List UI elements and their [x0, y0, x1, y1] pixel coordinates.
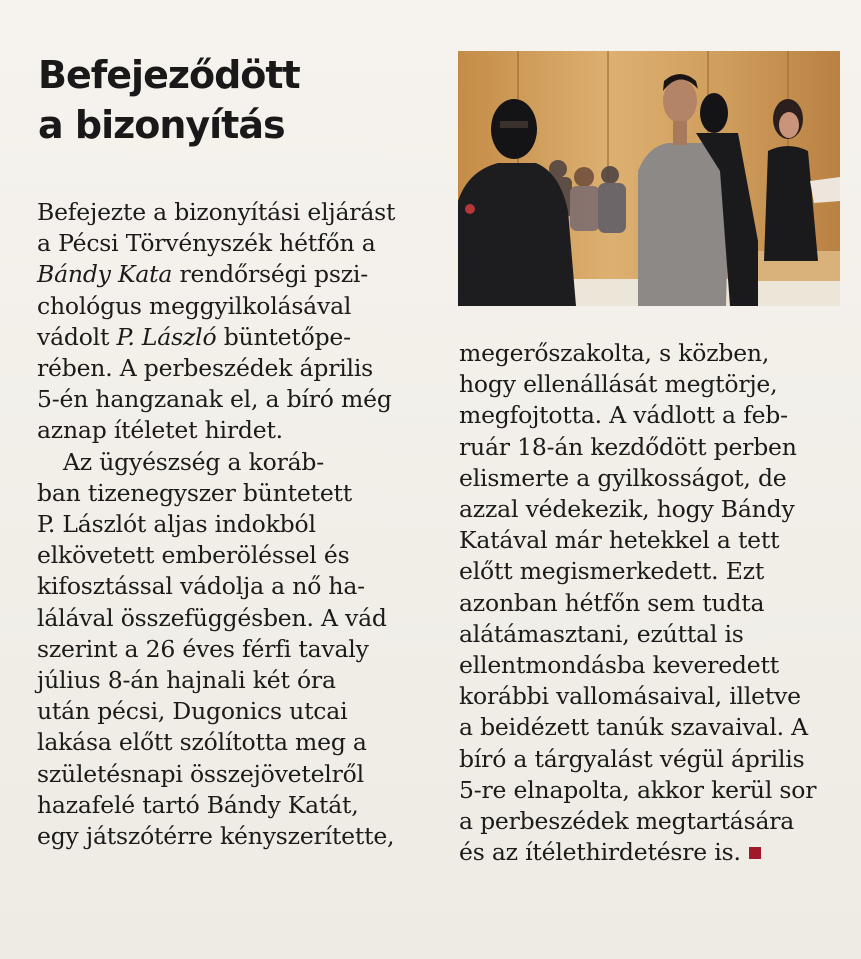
paragraph-line: alátámasztani, ezúttal is [459, 619, 744, 648]
paragraph-line: elkövetett emberöléssel és [37, 541, 350, 570]
paragraph-line: ban tizenegyszer büntetett [37, 478, 353, 507]
headline-line-2: a bizonyítás [38, 103, 285, 147]
name-italic: Bándy Kata [37, 260, 173, 289]
paragraph-line: kifosztással vádolja a nő ha- [37, 572, 365, 601]
paragraph-line: korábbi vallomásaival, illetve [459, 682, 801, 711]
paragraph-line: Katával már hetekkel a tett [459, 526, 780, 555]
paragraph-line: aznap ítéletet hirdet. [37, 416, 283, 445]
paragraph-line: után pécsi, Dugonics utcai [37, 697, 348, 726]
paragraph-line: 5-én hangzanak el, a bíró még [37, 385, 392, 414]
paragraph-line: előtt megismerkedett. Ezt [459, 557, 765, 586]
paragraph-line: Az ügyészség a koráb- [63, 447, 325, 476]
paragraph-line: hazafelé tartó Bándy Katát, [37, 790, 359, 819]
paragraph-line: a perbeszédek megtartására [459, 807, 795, 836]
paragraph-line: vádolt P. László büntetőpe- [37, 322, 351, 351]
paragraph-line: születésnapi összejövetelről [37, 759, 364, 788]
paragraph-line: hogy ellenállását megtörje, [459, 370, 778, 399]
article-column-right [459, 338, 841, 868]
name-italic: P. László [116, 322, 217, 351]
paragraph-line: a beidézett tanúk szavaival. A [459, 713, 808, 742]
paragraph-line: Befejezte a bizonyítási eljárást [37, 198, 396, 226]
paragraph-line: rében. A perbeszédek április [37, 354, 374, 383]
paragraph-line: azonban hétfőn sem tudta [459, 588, 765, 617]
paragraph-line: egy játszótérre kényszerítette, [37, 822, 395, 851]
paragraph-line: 5-re elnapolta, akkor kerül sor [459, 775, 817, 804]
paragraph-line: lakása előtt szólította meg a [37, 728, 367, 757]
paragraph-line: és az ítélethirdetésre is. [459, 837, 841, 868]
end-of-article-square-icon [749, 847, 761, 859]
paragraph-line: szerint a 26 éves férfi tavaly [37, 634, 369, 663]
paragraph-line: július 8-án hajnali két óra [37, 666, 336, 695]
paragraph-line: lálával összefüggésben. A vád [37, 603, 387, 632]
headline-line-1: Befejeződött [38, 53, 300, 97]
paragraph-line: bíró a tárgyalást végül április [459, 744, 805, 773]
paragraph-line: a Pécsi Törvényszék hétfőn a [37, 229, 376, 258]
paragraph-line: megerőszakolta, s közben, [459, 339, 770, 367]
article-headline [38, 50, 438, 150]
courtroom-photo [458, 51, 840, 306]
paragraph-line: chológus meggyilkolásával [37, 291, 352, 320]
paragraph-line: ellentmondásba keveredett [459, 651, 779, 680]
paragraph-line: P. Lászlót aljas indokból [37, 510, 316, 539]
paragraph-line: elismerte a gyilkosságot, de [459, 463, 787, 492]
paragraph-line: azzal védekezik, hogy Bándy [459, 495, 795, 524]
paragraph-line: megfojtotta. A vádlott a feb- [459, 401, 788, 430]
paragraph-line: ruár 18-án kezdődött perben [459, 432, 797, 461]
article-column-left [37, 197, 432, 852]
paragraph-line: Bándy Kata rendőrségi pszi- [37, 260, 368, 289]
